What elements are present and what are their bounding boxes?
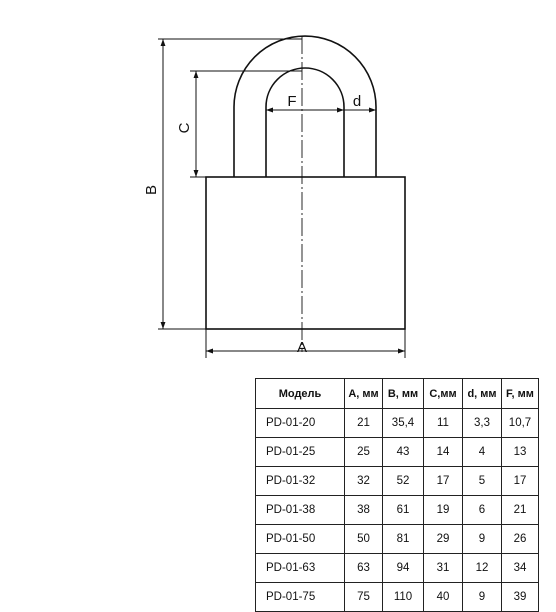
label-b: B [143, 184, 160, 196]
cell-f: 10,7 [502, 409, 539, 438]
cell-c: 19 [424, 496, 463, 525]
cell-b: 81 [383, 525, 424, 554]
cell-d: 9 [463, 525, 502, 554]
cell-c: 31 [424, 554, 463, 583]
table-row [256, 525, 539, 554]
table-row [256, 583, 539, 612]
cell-c: 29 [424, 525, 463, 554]
cell-a: 63 [345, 554, 383, 583]
header-f: F, мм [502, 379, 539, 409]
lock-body [206, 177, 405, 329]
cell-b: 110 [383, 583, 424, 612]
table-row [256, 438, 539, 467]
cell-f: 34 [502, 554, 539, 583]
table-row [256, 496, 539, 525]
cell-model: PD-01-38 [256, 496, 345, 525]
cell-d: 6 [463, 496, 502, 525]
table-row [256, 467, 539, 496]
header-b: В, мм [383, 379, 424, 409]
table-row [256, 409, 539, 438]
cell-a: 32 [345, 467, 383, 496]
label-f: F [287, 93, 297, 110]
table-row [256, 554, 539, 583]
cell-b: 35,4 [383, 409, 424, 438]
cell-b: 43 [383, 438, 424, 467]
cell-c: 40 [424, 583, 463, 612]
label-d: d [352, 93, 362, 110]
header-c: С,мм [424, 379, 463, 409]
cell-c: 11 [424, 409, 463, 438]
cell-b: 94 [383, 554, 424, 583]
label-a: A [296, 339, 308, 356]
header-model: Модель [256, 379, 345, 409]
cell-b: 52 [383, 467, 424, 496]
cell-c: 14 [424, 438, 463, 467]
spec-table [255, 378, 539, 612]
cell-model: PD-01-32 [256, 467, 345, 496]
cell-f: 26 [502, 525, 539, 554]
header-d: d, мм [463, 379, 502, 409]
cell-f: 39 [502, 583, 539, 612]
label-c: C [176, 122, 193, 134]
cell-model: PD-01-75 [256, 583, 345, 612]
header-a: А, мм [345, 379, 383, 409]
cell-a: 25 [345, 438, 383, 467]
shackle-inner [266, 68, 344, 177]
cell-c: 17 [424, 467, 463, 496]
cell-model: PD-01-63 [256, 554, 345, 583]
dimension-c [190, 71, 302, 177]
cell-f: 21 [502, 496, 539, 525]
cell-d: 5 [463, 467, 502, 496]
cell-model: PD-01-25 [256, 438, 345, 467]
table-header-row [256, 379, 539, 409]
cell-b: 61 [383, 496, 424, 525]
cell-a: 75 [345, 583, 383, 612]
cell-d: 12 [463, 554, 502, 583]
cell-f: 17 [502, 467, 539, 496]
cell-d: 3,3 [463, 409, 502, 438]
cell-a: 38 [345, 496, 383, 525]
cell-d: 9 [463, 583, 502, 612]
cell-a: 50 [345, 525, 383, 554]
cell-f: 13 [502, 438, 539, 467]
cell-d: 4 [463, 438, 502, 467]
cell-a: 21 [345, 409, 383, 438]
cell-model: PD-01-50 [256, 525, 345, 554]
cell-model: PD-01-20 [256, 409, 345, 438]
